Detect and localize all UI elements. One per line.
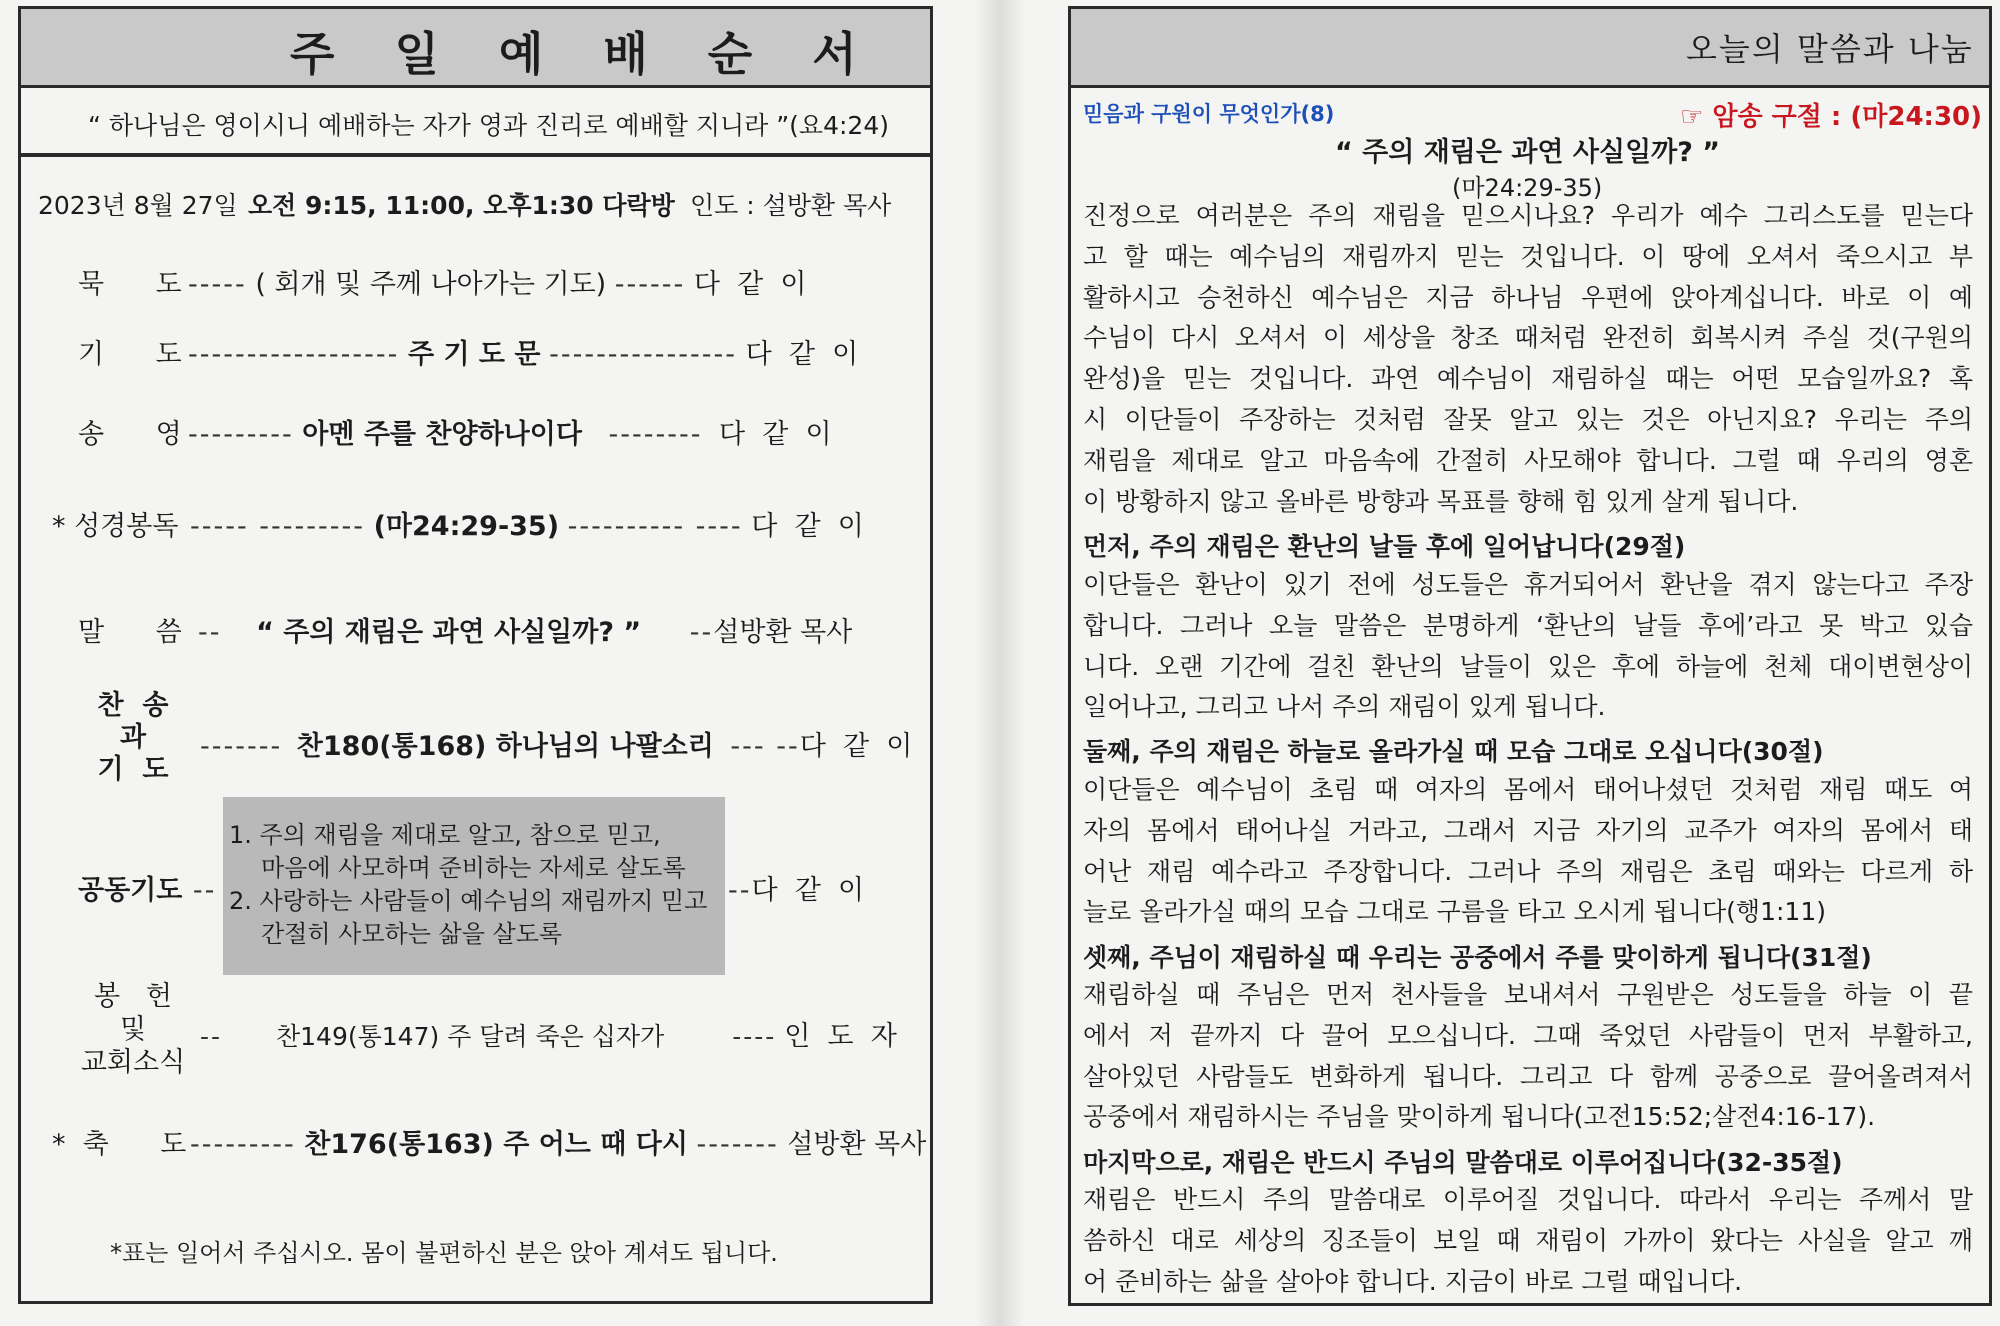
label-line: 기 도 (97, 754, 169, 785)
order-who: 인 도 자 (784, 1021, 897, 1052)
text-line: 수님이 다시 오셔서 이 세상을 창조 때처럼 완전히 회복시켜 주실 것(구원의 (1083, 323, 1973, 353)
text-line: 진정으로 여러분은 주의 재림을 믿으시나요? 우리가 예수 그리스도를 믿는다 (1083, 201, 1973, 230)
order-row-prayer: 기 도 ------------------ 주 기 도 문 ---------------- 다 같 이 (78, 332, 858, 371)
text-line: 이단들은 환난이 있기 전에 성도들은 휴거되어서 환난을 겪지 않는다고 주장 (1083, 570, 1973, 599)
order-content: 찬176(통163) 주 어느 때 다시 (304, 1129, 688, 1160)
section-paragraph (1083, 565, 1973, 728)
order-who: 다 같 이 (693, 269, 807, 300)
order-label: 말 씀 (78, 617, 182, 648)
order-label: 공동기도 (78, 875, 183, 906)
order-row-doxology: 송 영 --------- 아멘 주를 찬양하나이다 -------- 다 같 이 (78, 412, 832, 451)
order-content: 아멘 주를 찬양하나이다 (302, 419, 582, 450)
intro-paragraph (1083, 196, 1973, 522)
offering-label (78, 980, 188, 1079)
order-row-joint-prayer-who: --다 같 이 (728, 875, 865, 906)
order-content: 주 기 도 문 (407, 339, 541, 370)
section-heading: 둘째, 주의 재림은 하늘로 올라가실 때 모습 그대로 오십니다(30절) (1083, 737, 1824, 766)
order-label: 기 도 (78, 339, 182, 370)
label-line: 과 (119, 722, 147, 753)
text-line: 재림은 반드시 주의 말씀대로 이루어질 것입니다. 따라서 우리는 주께서 말 (1083, 1185, 1973, 1214)
order-row-scripture: * 성경봉독 ----- --------- (마24:29-35) ---------- ---- 다 같 이 (52, 504, 864, 543)
order-content: 찬180(통168) 하나님의 나팔소리 (296, 731, 714, 762)
text-line: 공중에서 재림하시는 주님을 맞이하게 됩니다(고전15:52;살전4:16-17). (1083, 1102, 1876, 1132)
text-line: 일어나고, 그리고 나서 주의 재림이 있게 됩니다. (1083, 692, 1606, 722)
order-who: 다 같 이 (751, 511, 864, 542)
text-line: 어난 재림 예수라고 주장합니다. 그러나 주의 재림은 초림 때와는 다르게 하 (1083, 856, 1973, 886)
order-row-sermon: 말 씀 -- “ 주의 재림은 과연 사실일까? ” --설방환 목사 (78, 610, 852, 649)
text-line: 살아있던 사람들도 변화하게 됩니다. 그리고 다 함께 공중으로 끌어올려져서 (1083, 1061, 1973, 1091)
series-label: 믿음과 구원이 무엇인가(8) (1083, 102, 1335, 126)
order-content: “ 주의 재림은 과연 사실일까? ” (256, 617, 642, 648)
label-line: 봉 헌 (94, 981, 172, 1012)
order-who: 설방환 목사 (713, 617, 853, 648)
order-row-offering: -- 찬149(통147) 주 달려 죽은 십자가 ---- 인 도 자 (200, 1021, 897, 1052)
memory-verse: ☞ 암송 구절 : (마24:30) (1680, 102, 1983, 132)
order-label: * 성경봉독 (52, 511, 179, 542)
left-page-title: 주 일 예 배 순 서 (290, 27, 879, 81)
text-line: 재림하실 때 주님은 먼저 천사들을 보내셔서 구원받은 성도들을 하늘 이 끝 (1083, 980, 1973, 1009)
hymn-prayer-label (88, 690, 178, 786)
text-line: 재림을 제대로 알고 마음속에 간절히 사모해야 합니다. 그럴 때 우리의 영혼 (1083, 445, 1973, 475)
order-content: 찬149(통147) 주 달려 죽은 십자가 (276, 1022, 665, 1051)
order-label: 묵 도 (78, 269, 182, 300)
standing-footnote: *표는 일어서 주십시오. 몸이 불편하신 분은 앉아 계셔도 됩니다. (110, 1239, 778, 1267)
text-line: 씀하신 대로 세상의 징조들이 보일 때 재림이 가까이 왔다는 사실을 알고 깨 (1083, 1225, 1973, 1255)
sermon-reference: (마24:29-35) (1452, 174, 1603, 202)
text-line: 고 할 때는 예수님의 재림까지 믿는 것입니다. 이 땅에 오셔서 죽으시고 부 (1083, 241, 1973, 271)
section-paragraph (1083, 1180, 1973, 1302)
service-date: 2023년 8월 27일 (38, 191, 238, 220)
page-fold (975, 0, 1025, 1326)
order-content: (마24:29-35) (373, 511, 560, 542)
order-row-joint-prayer: 공동기도 -- (78, 875, 217, 906)
order-who: 설방환 목사 (787, 1129, 927, 1160)
section-paragraph (1083, 770, 1973, 933)
order-who: 다 같 이 (719, 419, 832, 450)
order-who: 다 같 이 (745, 339, 859, 370)
prayer-item: 마음에 사모하며 준비하는 자세로 살도록 (261, 854, 686, 882)
joint-prayer-box (223, 797, 725, 975)
prayer-item: 1. 주의 재림을 제대로 알고, 참으로 믿고, (229, 821, 661, 849)
order-who: 다 같 이 (799, 731, 913, 762)
prayer-item: 2. 사랑하는 사람들이 예수님의 재림까지 믿고 (229, 887, 708, 915)
text-line: 니다. 오랜 기간에 걸친 환난의 날들이 있은 후에 하늘에 천체 대이변현상이 (1083, 651, 1973, 681)
text-line: 활하시고 승천하신 예수님은 지금 하나님 우편에 앉아계십니다. 바로 이 예 (1083, 282, 1973, 312)
order-label: 송 영 (78, 419, 182, 450)
text-line: 시 이단들이 주장하는 것처럼 잘못 알고 있는 것은 아닌지요? 우리는 주의 (1083, 404, 1973, 434)
section-heading: 셋째, 주님이 재림하실 때 우리는 공중에서 주를 맞이하게 됩니다(31절) (1083, 943, 1872, 972)
order-content: ( 회개 및 주께 나아가는 기도) (255, 269, 607, 300)
key-verse: “ 하나님은 영이시니 예배하는 자가 영과 진리로 예배할 지니라 ”(요4:24) (88, 111, 889, 140)
right-page-title: 오늘의 말씀과 나눔 (1686, 30, 1974, 68)
prayer-item: 간절히 사모하는 삶을 살도록 (261, 920, 563, 948)
order-row-hymn: ------- 찬180(통168) 하나님의 나팔소리 --- --다 같 이 (200, 731, 913, 762)
text-line: 에서 저 끝까지 다 끌어 모으십니다. 그때 죽었던 사람들이 먼저 부활하고, (1083, 1020, 1973, 1050)
section-heading: 마지막으로, 재림은 반드시 주님의 말씀대로 이루어집니다(32-35절) (1083, 1148, 1843, 1177)
service-times: 오전 9:15, 11:00, 오후1:30 다락방 (248, 191, 675, 220)
text-line: 완성)을 믿는 것입니다. 과연 예수님이 재림하실 때는 어떤 모습일까요? 혹 (1083, 364, 1973, 394)
order-who: 다 같 이 (751, 875, 865, 906)
text-line: 어 준비하는 삶을 살아야 합니다. 지금이 바로 그럴 때입니다. (1083, 1266, 1743, 1296)
section-paragraph (1083, 975, 1973, 1138)
text-line: 합니다. 그러나 오늘 말씀은 분명하게 ‘환난의 날들 후에’라고 못 박고 있습 (1083, 610, 1973, 640)
text-line: 이 방황하지 않고 올바른 방향과 목표를 향해 힘 있게 살게 됩니다. (1083, 486, 1799, 516)
section-heading: 먼저, 주의 재림은 환난의 날들 후에 일어납니다(29절) (1083, 532, 1686, 561)
text-line: 자의 몸에서 태어나실 거라고, 그래서 지금 자기의 교주가 여자의 몸에서 태 (1083, 815, 1973, 845)
text-line: 이단들은 예수님이 초림 때 여자의 몸에서 태어나셨던 것처럼 재림 때도 여 (1083, 775, 1973, 804)
sermon-title: “ 주의 재림은 과연 사실일까? ” (1335, 137, 1721, 168)
order-label: * 축 도 (52, 1129, 187, 1160)
label-line: 찬 송 (97, 690, 169, 721)
order-row-benediction: * 축 도 --------- 찬176(통163) 주 어느 때 다시 ------- 설방환 목사 (52, 1122, 926, 1161)
service-leader: 인도 : 설방환 목사 (690, 191, 892, 220)
label-line: 교회소식 (80, 1047, 186, 1078)
text-line: 늘로 올라가실 때의 모습 그대로 구름을 타고 오시게 됩니다(행1:11) (1083, 897, 1826, 927)
label-line: 및 (119, 1014, 147, 1045)
order-row-silent-prayer: 묵 도 ----- ( 회개 및 주께 나아가는 기도) ------ 다 같 이 (78, 262, 806, 301)
